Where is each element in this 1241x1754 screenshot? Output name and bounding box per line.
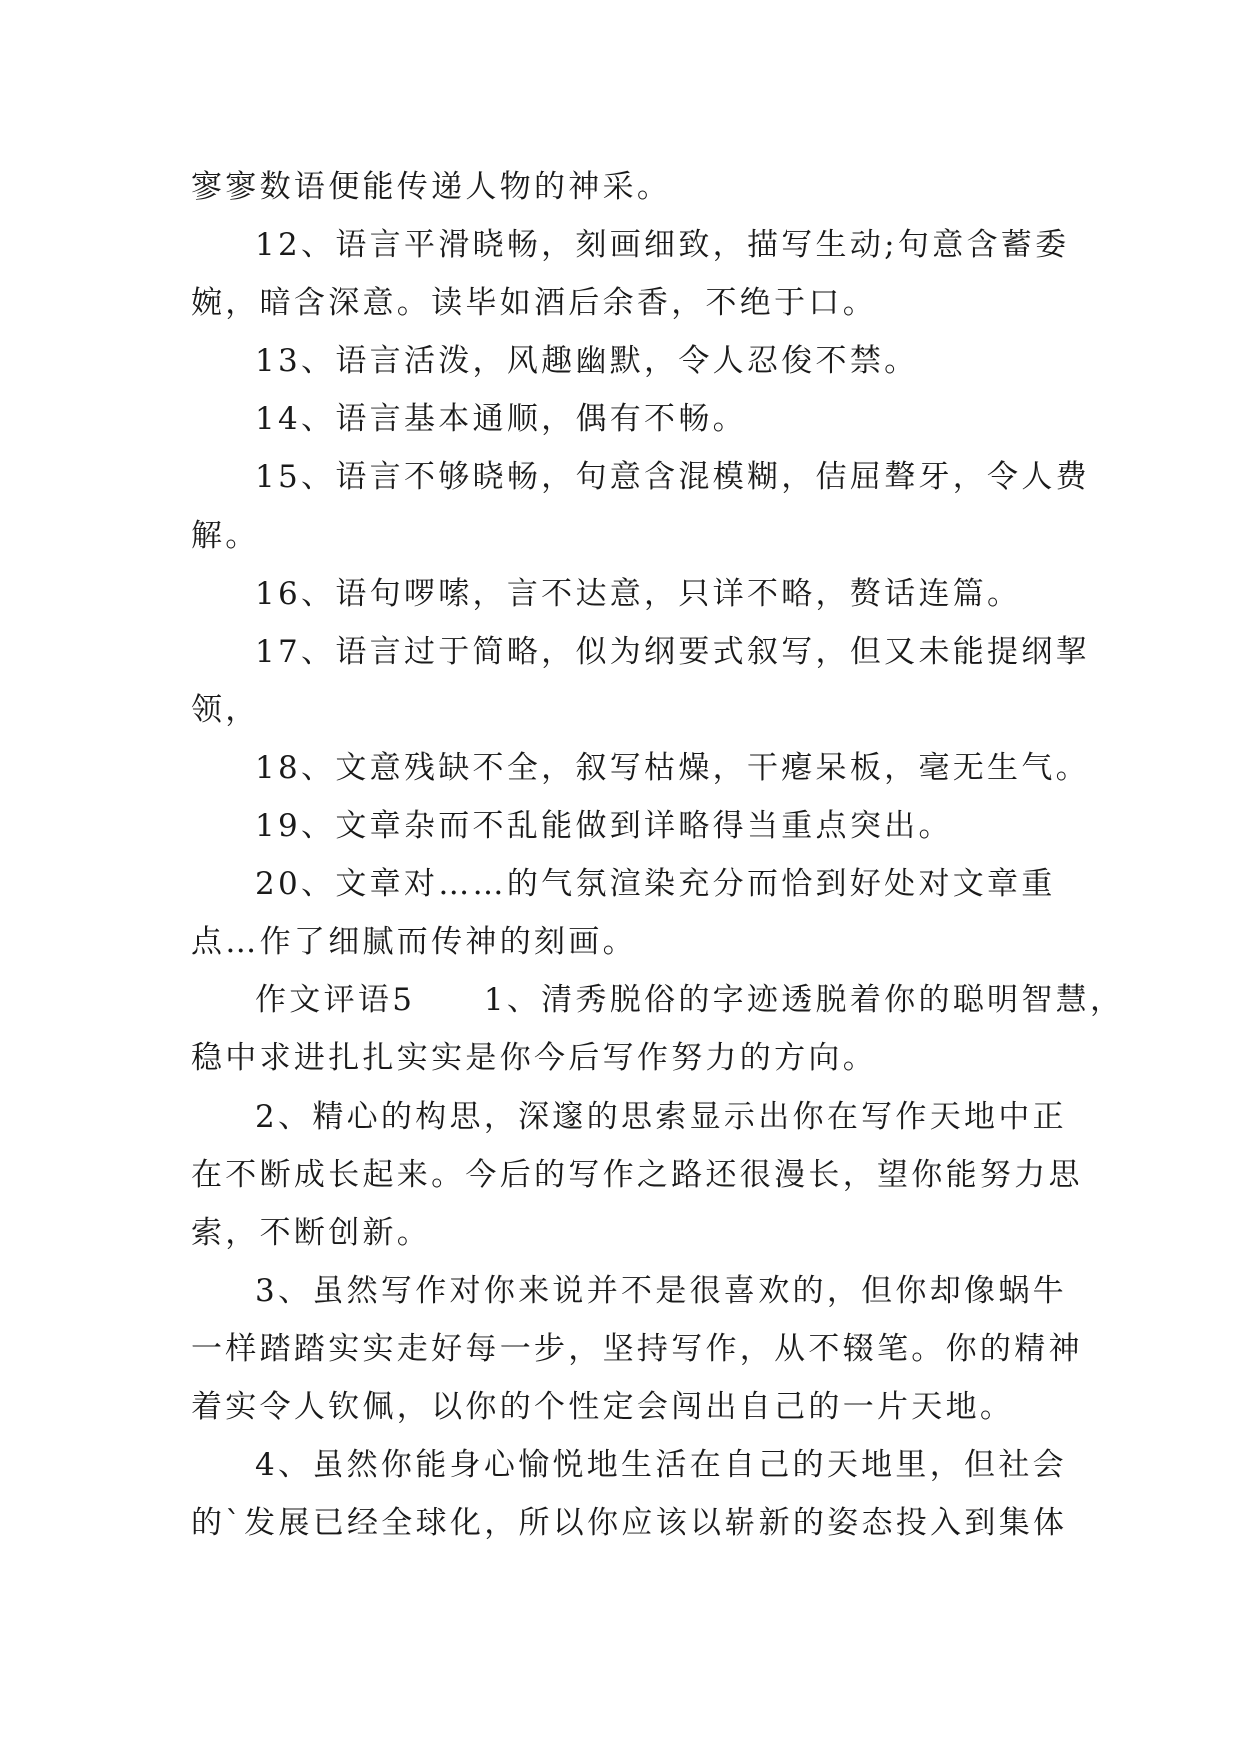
text-line: 解。 <box>191 517 260 554</box>
text-line: 18、文意残缺不全，叙写枯燥，干瘪呆板，毫无生气。 <box>255 749 1090 786</box>
text-line: 13、语言活泼，风趣幽默，令人忍俊不禁。 <box>255 343 919 380</box>
text-line: 16、语句啰嗦，言不达意，只详不略，赘话连篇。 <box>255 575 1022 612</box>
text-line: 索，不断创新。 <box>191 1214 432 1251</box>
text-line: 点…作了细腻而传神的刻画。 <box>191 924 637 961</box>
text-line: 20、文章对……的气氛渲染充分而恰到好处对文章重 <box>255 866 1056 903</box>
text-line: 19、文章杂而不乱能做到详略得当重点突出。 <box>255 808 953 845</box>
text-line: 4、虽然你能身心愉悦地生活在自己的天地里，但社会 <box>255 1447 1067 1484</box>
text-line: 2、精心的构思，深邃的思索显示出你在写作天地中正 <box>255 1098 1067 1135</box>
text-line: 15、语言不够晓畅，句意含混模糊，佶屈聱牙，令人费 <box>255 459 1090 496</box>
text-line: 稳中求进扎扎实实是你今后写作努力的方向。 <box>191 1040 877 1077</box>
text-line: 17、语言过于简略，似为纲要式叙写，但又未能提纲挈 <box>255 633 1090 670</box>
text-column <box>191 158 1125 1552</box>
text-line: 3、虽然写作对你来说并不是很喜欢的，但你却像蜗牛 <box>255 1272 1067 1309</box>
text-line: 作文评语5 1、清秀脱俗的字迹透脱着你的聪明智慧， <box>255 982 1125 1019</box>
text-line: 在不断成长起来。今后的写作之路还很漫长，望你能努力思 <box>191 1156 1083 1193</box>
text-line: 14、语言基本通顺，偶有不畅。 <box>255 401 747 438</box>
text-line: 领， <box>191 691 260 728</box>
text-line: 寥寥数语便能传递人物的神采。 <box>191 169 672 205</box>
text-line: 着实令人钦佩，以你的个性定会闯出自己的一片天地。 <box>191 1388 1015 1425</box>
text-line: 12、语言平滑晓畅，刻画细致，描写生动;句意含蓄委 <box>255 227 1070 264</box>
text-line: 婉，暗含深意。读毕如酒后余香，不绝于口。 <box>191 285 877 322</box>
text-line: 的`发展已经全球化，所以你应该以崭新的姿态投入到集体 <box>191 1505 1068 1542</box>
text-line: 一样踏踏实实走好每一步，坚持写作，从不辍笔。你的精神 <box>191 1330 1083 1367</box>
